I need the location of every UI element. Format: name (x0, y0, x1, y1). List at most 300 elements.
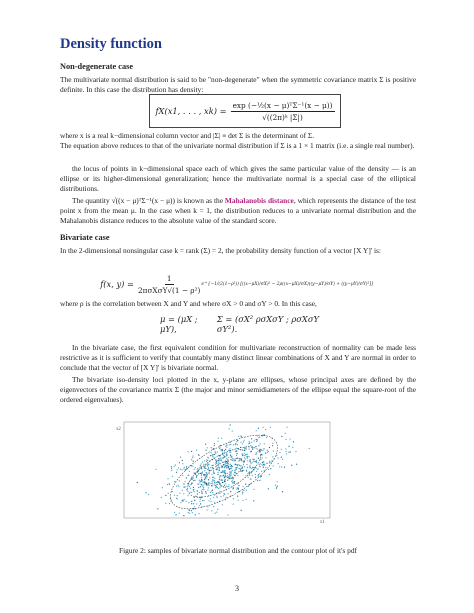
sample-point (176, 472, 177, 473)
sample-point (199, 501, 200, 502)
sample-point (232, 488, 233, 489)
sample-point (221, 480, 222, 481)
sample-point (258, 475, 259, 476)
sample-point (230, 464, 231, 465)
sample-point (233, 482, 234, 483)
sample-point (212, 465, 213, 466)
sample-point (226, 445, 227, 446)
sample-point (257, 439, 258, 440)
sample-point (263, 461, 264, 462)
sample-point (184, 481, 185, 482)
sample-point (219, 487, 220, 488)
sample-point (232, 483, 233, 484)
sample-point (228, 457, 229, 458)
paragraph-where-x: where x is a real k−dimensional column vector and |Σ| ≡ det Σ is the determinant of Σ. (60, 131, 315, 140)
sample-point (227, 475, 228, 476)
eq2-lhs: f(x, y) = (100, 279, 134, 289)
sample-point (218, 455, 219, 456)
sample-point (214, 502, 215, 503)
sample-point (221, 457, 222, 458)
sample-point (228, 461, 229, 462)
sample-point (202, 486, 203, 487)
sample-point (211, 465, 212, 466)
sample-point (230, 475, 231, 476)
sample-point (253, 459, 254, 460)
sample-point (215, 453, 216, 454)
sample-point (214, 480, 215, 481)
sample-point (186, 467, 187, 468)
sample-point (196, 477, 197, 478)
sample-point (225, 476, 226, 477)
sample-point (221, 459, 222, 460)
sample-point (228, 484, 229, 485)
sample-point (167, 478, 168, 479)
sample-point (246, 490, 247, 491)
paragraph-locus: the locus of points in k−dimensional space each of which gives the same particular value of the density — is an ellipse or its higher-dimensional generalization; hence the multivariate normal is a special case of the elliptical distributions. (60, 164, 416, 194)
sample-point (221, 467, 222, 468)
sample-point (184, 499, 185, 500)
sample-point (206, 461, 207, 462)
sample-point (207, 509, 208, 510)
sample-point (238, 448, 239, 449)
sample-point (247, 467, 248, 468)
sample-point (229, 444, 230, 445)
sample-point (230, 424, 231, 425)
sample-point (218, 460, 219, 461)
sample-point (255, 477, 256, 478)
sample-point (212, 454, 213, 455)
sample-point (226, 458, 227, 459)
sample-point (240, 442, 241, 443)
sample-point (209, 470, 210, 471)
sample-point (291, 465, 292, 466)
sample-point (226, 467, 227, 468)
sample-point (266, 463, 267, 464)
eq1-numerator: exp (−½(x − μ)ᵀΣ⁻¹(x − μ)) (232, 100, 333, 110)
sample-point (240, 449, 241, 450)
sample-point (268, 488, 269, 489)
sample-point (207, 464, 208, 465)
sample-point (242, 493, 243, 494)
sample-point (270, 462, 271, 463)
sample-point (225, 475, 226, 476)
paragraph-2d-case: In the 2-dimensional nonsingular case k = rank (Σ) = 2, the probability density function of a vector [X Y]' is: (60, 246, 381, 255)
sample-point (191, 451, 192, 452)
sample-point (237, 465, 238, 466)
sample-point (192, 455, 193, 456)
sample-point (245, 484, 246, 485)
sample-point (207, 506, 208, 507)
sample-point (207, 484, 208, 485)
sample-point (225, 483, 226, 484)
sample-point (211, 510, 212, 511)
sample-point (193, 487, 194, 488)
sample-point (235, 459, 236, 460)
sample-point (290, 451, 291, 452)
sample-point (259, 480, 260, 481)
sample-point (236, 467, 237, 468)
sample-point (218, 438, 219, 439)
sample-point (229, 474, 230, 475)
sample-point (266, 437, 267, 438)
sample-point (228, 486, 229, 487)
sample-point (226, 447, 227, 448)
sample-point (273, 465, 274, 466)
sample-point (258, 428, 259, 429)
sample-point (251, 438, 252, 439)
sample-point (219, 491, 220, 492)
sample-point (265, 429, 266, 430)
sample-point (197, 493, 198, 494)
sample-point (247, 454, 248, 455)
sample-point (179, 462, 180, 463)
sample-point (178, 485, 179, 486)
sample-point (232, 466, 233, 467)
sample-point (210, 498, 211, 499)
sample-point (206, 459, 207, 460)
sample-point (232, 482, 233, 483)
sample-point (212, 492, 213, 493)
sample-point (249, 465, 250, 466)
sample-point (200, 473, 201, 474)
sample-point (224, 450, 225, 451)
sample-point (145, 492, 146, 493)
sample-point (190, 488, 191, 489)
sample-point (225, 473, 226, 474)
sample-point (194, 500, 195, 501)
sample-point (206, 492, 207, 493)
sample-point (252, 475, 253, 476)
sample-point (233, 474, 234, 475)
sample-point (207, 463, 208, 464)
y-axis-label: x2 (116, 427, 121, 432)
mahalanobis-post: , which represents the distance of the test point x from the mean μ. In the case when k = 1, the distribution reduces to a univariate normal distribution and the Mahalanobis distance reduces to the absolute value of the standard score. (60, 196, 416, 226)
sample-point (270, 468, 271, 469)
sample-point (257, 451, 258, 452)
sample-point (264, 464, 265, 465)
sample-point (281, 466, 282, 467)
sample-point (177, 495, 178, 496)
sample-point (293, 441, 294, 442)
sample-point (179, 480, 180, 481)
sample-point (236, 448, 237, 449)
sample-point (191, 479, 192, 480)
sample-point (208, 473, 209, 474)
sample-point (197, 469, 198, 470)
sample-point (242, 492, 243, 493)
sample-point (195, 496, 196, 497)
sample-point (199, 482, 200, 483)
sample-point (192, 478, 193, 479)
sample-point (240, 458, 241, 459)
sample-point (215, 485, 216, 486)
sample-point (211, 452, 212, 453)
mahalanobis-link[interactable]: Mahalanobis distance (224, 196, 294, 205)
sample-point (183, 493, 184, 494)
sample-point (238, 500, 239, 501)
sample-point (223, 475, 224, 476)
sample-point (228, 477, 229, 478)
sample-point (161, 497, 162, 498)
sample-point (170, 498, 171, 499)
sample-point (268, 469, 269, 470)
sample-point (259, 464, 260, 465)
sample-point (257, 435, 258, 436)
sample-point (188, 474, 189, 475)
sample-point (187, 495, 188, 496)
eq1-denominator: √((2π)ᵏ |Σ|) (262, 112, 303, 122)
sample-point (208, 467, 209, 468)
sample-point (246, 454, 247, 455)
sample-point (242, 455, 243, 456)
sample-point (193, 489, 194, 490)
sample-point (155, 469, 156, 470)
sample-point (255, 454, 256, 455)
sample-point (157, 508, 158, 509)
sample-point (225, 487, 226, 488)
sample-point (282, 491, 283, 492)
sample-point (200, 465, 201, 466)
sample-point (214, 494, 215, 495)
sample-point (204, 474, 205, 475)
sample-point (262, 465, 263, 466)
sample-point (245, 458, 246, 459)
sample-point (180, 457, 181, 458)
sample-point (179, 493, 180, 494)
sample-point (246, 499, 247, 500)
sample-point (251, 468, 252, 469)
sample-point (200, 481, 201, 482)
sample-point (229, 452, 230, 453)
eq1-lhs: fX(x1, . . . , xk) = (155, 106, 227, 116)
sample-point (255, 474, 256, 475)
sample-point (174, 481, 175, 482)
sample-point (261, 471, 262, 472)
sample-point (258, 458, 259, 459)
sample-point (171, 466, 172, 467)
sample-point (201, 484, 202, 485)
sample-point (208, 487, 209, 488)
sample-point (260, 451, 261, 452)
sample-point (167, 484, 168, 485)
sample-point (212, 479, 213, 480)
sample-point (197, 491, 198, 492)
sample-point (189, 471, 190, 472)
sample-point (263, 448, 264, 449)
sample-point (174, 495, 175, 496)
sample-point (191, 503, 192, 504)
sample-point (177, 469, 178, 470)
sample-point (188, 484, 189, 485)
sample-point (185, 469, 186, 470)
sample-point (276, 455, 277, 456)
sample-point (200, 466, 201, 467)
sample-point (235, 444, 236, 445)
sample-point (221, 472, 222, 473)
sample-point (196, 503, 197, 504)
sample-point (219, 493, 220, 494)
sample-point (176, 514, 177, 515)
sample-point (251, 442, 252, 443)
eq2-denominator: 2πσXσY√(1 − ρ²) (138, 285, 201, 295)
sample-point (272, 443, 273, 444)
sample-point (252, 459, 253, 460)
sample-point (148, 494, 149, 495)
paragraph-isodensity: The bivariate iso-density loci plotted in the x, y-plane are ellipses, whose principal axes are defined by the eigenvectors of the covariance matrix Σ (the major and minor semidiameters of the ellipse equal the square-root of the ordered eigenvalues). (60, 375, 416, 405)
sample-point (225, 456, 226, 457)
sample-point (229, 469, 230, 470)
sample-point (207, 457, 208, 458)
sample-point (288, 446, 289, 447)
sample-point (249, 441, 250, 442)
sample-point (234, 472, 235, 473)
sample-point (232, 430, 233, 431)
density-equation-box (149, 94, 341, 128)
sample-point (219, 468, 220, 469)
sample-point (261, 449, 262, 450)
sample-point (225, 465, 226, 466)
sample-point (248, 443, 249, 444)
sample-point (248, 456, 249, 457)
sample-point (281, 436, 282, 437)
sample-point (171, 470, 172, 471)
sample-point (204, 500, 205, 501)
sample-point (272, 445, 273, 446)
sample-point (256, 439, 257, 440)
sample-point (247, 456, 248, 457)
sample-point (205, 474, 206, 475)
sample-point (233, 504, 234, 505)
sample-point (224, 466, 225, 467)
sample-point (180, 469, 181, 470)
sample-point (223, 495, 224, 496)
sample-point (202, 489, 203, 490)
sample-point (229, 448, 230, 449)
sample-point (175, 464, 176, 465)
sample-point (238, 491, 239, 492)
sample-point (206, 485, 207, 486)
sample-point (169, 483, 170, 484)
sample-point (244, 466, 245, 467)
sample-point (204, 468, 205, 469)
sample-point (218, 459, 219, 460)
sample-point (231, 456, 232, 457)
sample-point (233, 444, 234, 445)
sample-point (218, 481, 219, 482)
sample-point (205, 444, 206, 445)
sample-point (249, 475, 250, 476)
sample-point (269, 474, 270, 475)
sample-point (259, 436, 260, 437)
sample-point (194, 491, 195, 492)
sample-point (245, 475, 246, 476)
sample-point (217, 509, 218, 510)
sample-point (217, 497, 218, 498)
sample-point (256, 462, 257, 463)
sample-point (178, 486, 179, 487)
sample-point (208, 457, 209, 458)
sample-point (233, 478, 234, 479)
sample-point (238, 468, 239, 469)
sample-point (212, 481, 213, 482)
sample-point (188, 512, 189, 513)
sample-point (269, 462, 270, 463)
sample-point (230, 455, 231, 456)
sample-point (232, 480, 233, 481)
sample-point (265, 467, 266, 468)
sample-point (185, 486, 186, 487)
sample-point (237, 496, 238, 497)
sample-point (277, 481, 278, 482)
sample-point (244, 457, 245, 458)
sample-point (174, 466, 175, 467)
sample-point (269, 461, 270, 462)
sample-point (233, 498, 234, 499)
sample-point (193, 503, 194, 504)
sample-point (249, 466, 250, 467)
sample-point (247, 473, 248, 474)
sample-point (186, 466, 187, 467)
sample-point (226, 486, 227, 487)
sample-point (196, 475, 197, 476)
sample-point (253, 489, 254, 490)
sample-point (221, 460, 222, 461)
sample-point (279, 452, 280, 453)
sample-point (233, 477, 234, 478)
sample-point (231, 465, 232, 466)
sample-point (210, 467, 211, 468)
sample-point (235, 470, 236, 471)
sample-point (248, 477, 249, 478)
sample-point (246, 448, 247, 449)
sample-point (202, 462, 203, 463)
sample-point (216, 463, 217, 464)
sample-point (240, 470, 241, 471)
sample-point (237, 444, 238, 445)
paragraph-rho: where ρ is the correlation between X and Y and where σX > 0 and σY > 0. In this case, (60, 299, 317, 308)
sample-point (203, 489, 204, 490)
sample-point (238, 436, 239, 437)
sample-point (184, 467, 185, 468)
sample-point (215, 464, 216, 465)
sample-point (222, 504, 223, 505)
sample-point (212, 456, 213, 457)
sample-point (219, 470, 220, 471)
sample-point (219, 476, 220, 477)
sample-point (258, 437, 259, 438)
sample-point (219, 477, 220, 478)
sample-point (236, 441, 237, 442)
sample-point (227, 459, 228, 460)
sample-point (217, 451, 218, 452)
sample-point (208, 500, 209, 501)
sample-point (210, 492, 211, 493)
sample-point (215, 487, 216, 488)
sample-point (224, 471, 225, 472)
sample-point (211, 501, 212, 502)
sample-point (233, 460, 234, 461)
sample-point (264, 443, 265, 444)
sample-point (263, 467, 264, 468)
sample-point (205, 465, 206, 466)
sample-point (258, 445, 259, 446)
sample-point (226, 465, 227, 466)
sample-point (247, 460, 248, 461)
sample-point (196, 450, 197, 451)
sample-point (200, 499, 201, 500)
sample-point (204, 475, 205, 476)
sample-point (295, 451, 296, 452)
